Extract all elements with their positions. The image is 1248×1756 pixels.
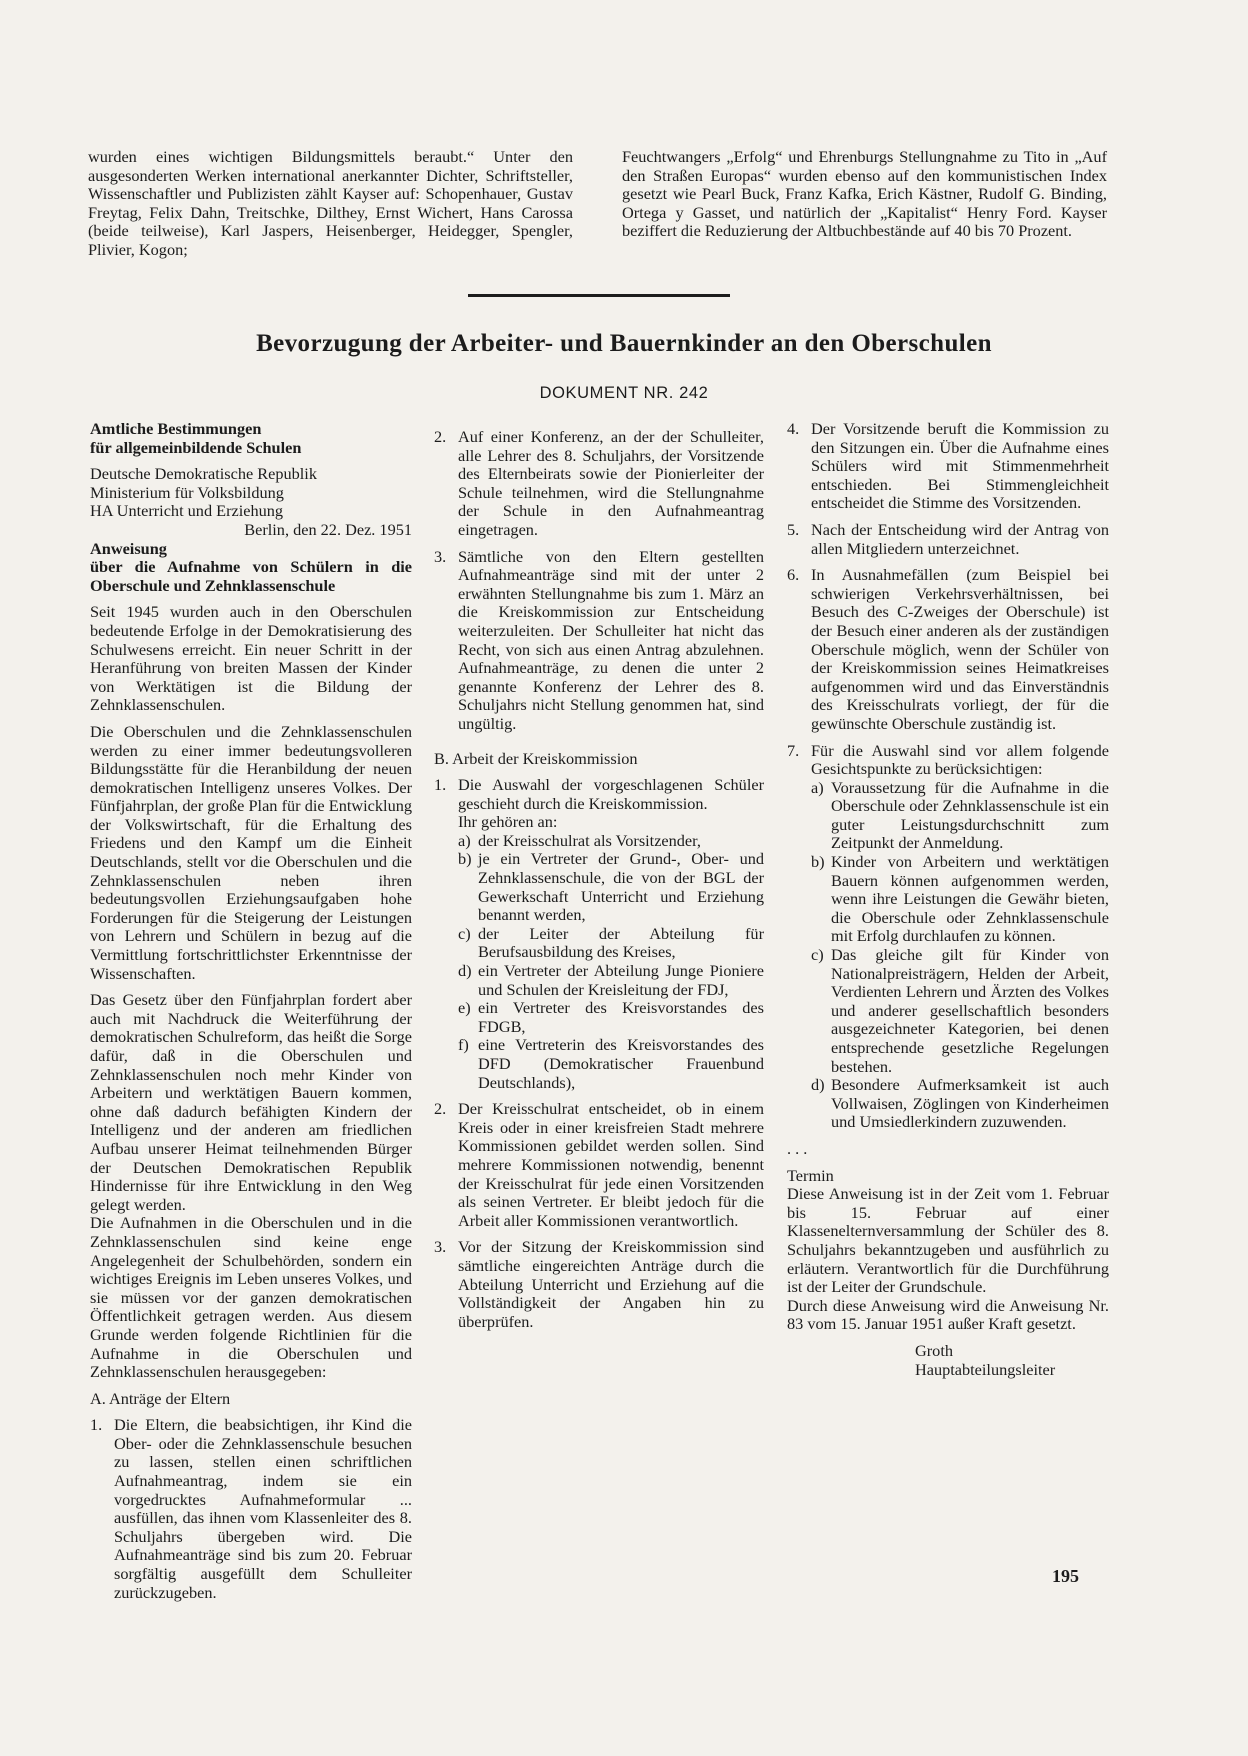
list-item: 7. Für die Auswahl sind vor allem folgende Gesichtspunkte zu berücksichtigen: a) Voraussetzung für die Aufnahme in die Oberschule oder Zehnklassenschule ist ein guter Leistungsdurchschnitt zum Zeitpunkt der Anmeldung. b) Kinder von Arbeitern und werktätigen Bauern können aufgenommen werden, wenn ihre Leistungen die Gewähr bieten, die Oberschule oder Zehnklassenschule mit Erfolg durchlaufen zu können. c) Das gleiche gilt für Kinder von Nationalpreisträgern, Helden der Arbeit, Verdienten Lehrern und Ärzten des Volkes und anderer gesellschaftlich besonders ausgezeichneter Kategorien, bei denen entsprechende gesetzliche Regelungen bestehen. d) Besondere Aufmerksamkeit ist auch Vollwaisen, Zöglingen von Kinderheimen und Umsiedlerkindern zuzuwenden. [787,740,1109,1132]
header-org-3: HA Unterricht und Erziehung [90,501,284,521]
termin-text: Durch diese Anweisung wird die Anweisung Nr. 83 vom 15. Januar 1951 außer Kraft gesetzt. [787,1295,1109,1334]
section-divider [468,294,730,297]
paragraph: Die Aufnahmen in die Oberschulen und in die Zehnklassenschulen sind keine enge Angelegenheit der Schulbehörden, sondern ein wichtiges Ereignis im Leben unseres Volkes, und sie müssen vor der ganzen demokratischen Öffentlichkeit getragen werden. Aus diesem Grunde werden folgende Richtlinien für die Aufnahme in die Oberschulen und Zehnklassenschulen herausgegeben: [90,1213,412,1382]
signature-name: Groth [915,1340,953,1360]
header-org-2: Ministerium für Volksbildung [90,482,284,502]
item-text: Auf einer Konferenz, an der der Schulleiter, alle Lehrer des 8. Schuljahrs, der Vorsitzende des Elternbeirats sowie der Pionierleiter der Schule teilnehmen, wird die Stellungnahme der Schule in den Aufnahmeantrag eingetragen. [458,427,764,539]
item-number: 4. [787,419,800,438]
document-title: Bevorzugung der Arbeiter- und Bauernkinder an den Oberschulen [256,330,992,357]
intro-paragraph-right: Feuchtwangers „Erfolg“ und Ehrenburgs Stellungnahme zu Tito in „Auf den Straßen Europas“ wurden ebenso auf den kommunistischen Index gesetzt wie Pearl Buck, Franz Kafka, Erich Kästner, Rudolf G. Binding, Ortega y Gasset, und natürlich der „Kapitalist“ Henry Ford. Kayser beziffert die Reduzierung der Altbuchbestände auf 40 bis 70 Prozent. [622,147,1107,241]
member-item: b) je ein Vertreter der Grund-, Ober- und Zehnklassenschule, die von der BGL der Gewerkschaft Unterricht und Erziehung benannt werden, [458,849,764,925]
criterion-item: b) Kinder von Arbeitern und werktätigen Bauern können aufgenommen werden, wenn ihre Leistungen die Gewähr bieten, die Oberschule oder Zehnklassenschule mit Erfolg durchlaufen zu können. [811,852,1109,946]
anweisung-heading-2: über die Aufnahme von Schülern in die Oberschule und Zehnklassenschule [90,557,412,595]
list-item [90,1416,412,1602]
member-item: d) ein Vertreter der Abteilung Junge Pioniere und Schulen der Kreisleitung der FDJ, [458,961,764,999]
paragraph: Die Oberschulen und die Zehnklassenschulen werden zu einer immer bedeutungsvolleren Bildungsstätte für die Heranbildung der neuen demokratischen Intelligenz unseres Volkes. Der Fünfjahrplan, der große Plan für die Entwicklung der Volkswirtschaft, für die Erhaltung des Friedens und den Kampf um die Einheit Deutschlands, stellt vor die Oberschulen und die Zehnklassenschulen neben ihren bedeutungsvollen Erziehungsaufgaben hohe Forderungen für die Steigerung der Leistungen von Lehrern und Schülern in bezug auf die Vermittlung fortschrittlichster Erkenntnisse der Wissenschaften. [90,721,412,983]
member-item: f) eine Vertreterin des Kreisvorstandes des DFD (Demokratischer Frauenbund Deutschlands), [458,1035,764,1092]
item-number: 5. [787,519,800,539]
intro-paragraph-left: wurden eines wichtigen Bildungsmittels beraubt.“ Unter den ausgesonderten Werken international anerkannter Dichter, Schriftsteller, Wissenschaftler und Publizisten zählt Kayser auf: Schopenhauer, Gustav Freytag, Felix Dahn, Treitschke, Dilthey, Ernst Wichert, Hans Carossa (beide teilweise), Karl Jaspers, Heisenberger, Heidegger, Spengler, Plivier, Kogon; [88,147,573,259]
page-number: 195 [1052,1566,1079,1586]
criterion-item: a) Voraussetzung für die Aufnahme in die Oberschule oder Zehnklassenschule ist ein guter Leistungsdurchschnitt zum Zeitpunkt der Anmeldung. [811,777,1109,853]
list-item [787,566,1109,733]
signature-role: Hauptabteilungsleiter [915,1359,1056,1379]
item-text: Die Auswahl der vorgeschlagenen Schüler geschieht durch die Kreiskommission. [458,775,764,813]
list-item: 1. Die Auswahl der vorgeschlagenen Schüler geschieht durch die Kreiskommission. Ihr gehören an: a) der Kreisschulrat als Vorsitzender, b) je ein Vertreter der Grund-, Ober- und Zehnklassenschule, die von der BGL der Gewerkschaft Unterricht und Erziehung benannt werden, c) der Leiter der Abteilung für Berufsausbildung des Kreises, d) ein Vertreter der Abteilung Junge Pioniere und Schulen der Kreisleitung der FDJ, e) ein Vertreter des Kreisvorstandes des FDGB, f) eine Vertreterin des Kreisvorstandes des DFD (Demokratischer Frauenbund Deutschlands), [434,775,764,1092]
list-item [434,1238,764,1331]
item-text: Nach der Entscheidung wird der Antrag von allen Mitgliedern unterzeichnet. [811,519,1109,558]
item-text: Für die Auswahl sind vor allem folgende Gesichtspunkte zu berücksichtigen: [811,740,1109,779]
section-a-heading: A. Anträge der Eltern [90,1388,231,1408]
item-text: Sämtliche von den Eltern gestellten Aufnahmeanträge sind mit der unter 2 erwähnten Stellungnahme bis zum 1. März an die Kreiskommission zur Entscheidung weiterzuleiten. Der Schulleiter hat nicht das Recht, von sich aus einen Antrag abzulehnen. Aufnahmeanträge, zu denen die unter 2 genannte Konferenz der Lehrer des 8. Schuljahrs nicht Stellung genommen hat, sind ungültig. [458,546,764,733]
column-3 [787,420,1109,1379]
item-text: Der Vorsitzende beruft die Kommission zu den Sitzungen ein. Über die Aufnahme eines Schülers wird mit Stimmenmehrheit entschieden. Bei Stimmengleichheit entscheidet die Stimme des Vorsitzenden. [811,419,1109,513]
header-org-1: Deutsche Demokratische Republik [90,464,317,484]
list-item [787,420,1109,513]
item-number: 2. [434,1099,447,1119]
item-number: 3. [434,1237,447,1257]
ellipsis: . . . [787,1138,808,1158]
list-item [787,521,1109,558]
item-subheading: Ihr gehören an: [458,812,558,832]
item-number: 2. [434,427,447,446]
criterion-item: d) Besondere Aufmerksamkeit ist auch Vollwaisen, Zöglingen von Kinderheimen und Umsiedlerkindern zuzuwenden. [811,1075,1109,1132]
termin-text: Diese Anweisung ist in der Zeit vom 1. Februar bis 15. Februar auf einer Klassenelternversammlung der Schüler des 8. Schuljahrs bekanntzugeben und ausführlich zu erläutern. Verantwortlich für die Durchführung ist der Leiter der Grundschule. [787,1184,1109,1297]
list-item [434,428,764,540]
item-text: Der Kreisschulrat entscheidet, ob in einem Kreis oder in einer kreisfreien Stadt mehrere Kommissionen gebildet werden sollen. Sind mehrere Kommissionen notwendig, benennt der Kreisschulrat für jede einen Vorsitzenden als seinen Vertreter. Er bleibt jedoch für die Arbeit aller Kommissionen verantwortlich. [458,1099,764,1230]
termin-heading: Termin [787,1165,834,1185]
member-item: a) der Kreisschulrat als Vorsitzender, [458,830,701,850]
anweisung-heading-1: Anweisung [90,538,167,558]
paragraph: Das Gesetz über den Fünfjahrplan fordert aber auch mit Nachdruck die Weiterführung der demokratischen Schulreform, das heißt die Sorge dafür, daß in die Oberschulen und Zehnklassenschulen noch mehr Kinder von Arbeitern und werktätigen Bauern kommen, ohne daß dadurch befähigten Kindern der Intelligenz und der anderen am friedlichen Aufbau unserer Heimat teilnehmenden Bürger der Deutschen Demokratischen Republik Hindernisse für ihre Entwicklung in den Weg gelegt werden. [90,990,412,1214]
header-heading-1: Amtliche Bestimmungen [90,419,262,438]
column-1 [90,420,412,1602]
section-b-heading: B. Arbeit der Kreiskommission [434,748,638,768]
member-item: c) der Leiter der Abteilung für Berufsausbildung des Kreises, [458,923,764,962]
item-number: 6. [787,565,800,585]
header-date: Berlin, den 22. Dez. 1951 [244,519,412,539]
header-heading-2: für allgemeinbildende Schulen [90,437,302,457]
item-text: Vor der Sitzung der Kreiskommission sind sämtliche eingereichten Anträge durch die Abteilung Unterricht und Erziehung auf die Vollständigkeit der Angaben hin zu überprüfen. [458,1237,764,1331]
member-item: e) ein Vertreter des Kreisvorstandes des FDGB, [458,998,764,1036]
document-number: DOKUMENT NR. 242 [539,384,709,402]
list-item [434,1100,764,1230]
item-number: 3. [434,546,447,566]
item-text: In Ausnahmefällen (zum Beispiel bei schwierigen Verkehrsverhältnissen, bei Besuch des C-Zweiges der Oberschule) ist der Besuch einer anderen als der zuständigen Oberschule möglich, wenn der Schüler von der Kreiskommission seines Heimatkreises aufgenommen wird und das Einverständnis des Kreisschulrats vorliegt, der für die gewünschte Oberschule zuständig ist. [811,565,1109,733]
item-number: 1. [90,1415,103,1435]
list-item [434,548,764,734]
item-text: Die Eltern, die beabsichtigen, ihr Kind die Ober- oder die Zehnklassenschule besuchen zu lassen, stellen einen schriftlichen Aufnahmeantrag, indem sie ein vorgedrucktes Aufnahmeformular ... ausfüllen, das ihnen vom Klassenleiter des 8. Schuljahrs übergeben wird. Die Aufnahmeanträge sind bis zum 20. Februar sorgfältig ausgefüllt dem Schulleiter zurückzugeben. [114,1415,412,1602]
criterion-item: c) Das gleiche gilt für Kinder von Nationalpreisträgern, Helden der Arbeit, Verdienten Lehrern und Ärzten des Volkes und anderer gesellschaftlich besonders ausgezeichneter Kategorien, bei denen entsprechende gesetzliche Regelungen bestehen. [811,945,1109,1076]
column-2 [434,420,764,1331]
paragraph: Seit 1945 wurden auch in den Oberschulen bedeutende Erfolge in der Demokratisierung des Schulwesens erreicht. Ein neuer Schritt in der Heranführung von breiten Massen der Kinder von Werktätigen ist die Bildung der Zehnklassenschulen. [90,602,412,715]
